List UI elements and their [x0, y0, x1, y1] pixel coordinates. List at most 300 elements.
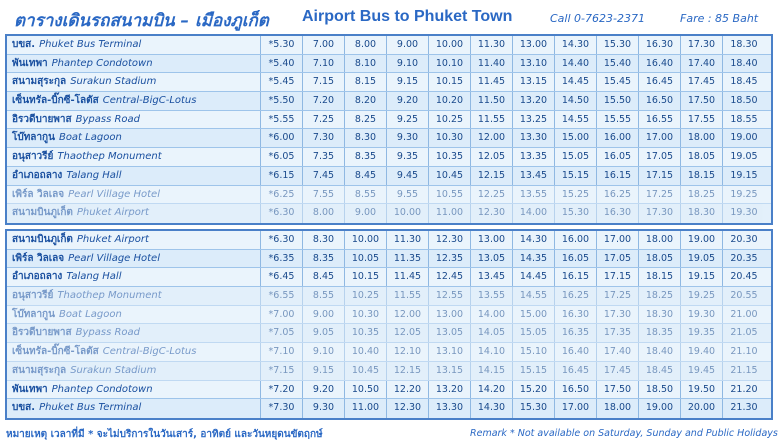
stop-name [7, 399, 261, 418]
departure-time: 10.30 [345, 306, 387, 324]
departure-time: 8.10 [345, 55, 387, 73]
departure-time: 11.55 [471, 111, 513, 129]
departure-time: 15.15 [513, 362, 555, 380]
stop-name-english: Pearl Village Hotel [68, 188, 160, 200]
stop-name [7, 381, 261, 399]
departure-time: 21.20 [730, 383, 758, 395]
table-row [7, 268, 771, 287]
departure-time: 10.35 [429, 148, 471, 166]
departure-time: 10.10 [429, 55, 471, 73]
departure-time: 8.30 [345, 129, 387, 147]
stop-name-thai: อิรวดีบายพาส [12, 327, 72, 339]
departure-time: 16.40 [639, 55, 681, 73]
table-row [7, 92, 771, 111]
departure-time: 9.20 [387, 92, 429, 110]
departure-time: 13.55 [471, 287, 513, 305]
departure-time: 8.00 [345, 36, 387, 54]
departure-time: 17.45 [597, 362, 639, 380]
stop-name-english: Phuket Airport [76, 234, 149, 245]
stop-name-thai: เพิร์ล วิลเลจ [12, 188, 65, 200]
stop-name [7, 250, 261, 268]
departure-time: 14.55 [513, 287, 555, 305]
stop-name-english: Boat Lagoon [58, 308, 122, 320]
departure-time: 20.35 [730, 252, 758, 264]
departure-time: 18.00 [681, 129, 723, 147]
departure-time: 10.00 [429, 36, 471, 54]
departure-time: 21.10 [730, 346, 758, 358]
departure-time: 16.30 [639, 36, 681, 54]
departure-time: 12.05 [387, 324, 429, 342]
departure-time: 12.05 [471, 148, 513, 166]
departure-time: *6.00 [261, 129, 303, 147]
departure-time: 7.45 [303, 167, 345, 185]
departure-time: 7.55 [303, 186, 345, 204]
stop-name [7, 167, 261, 185]
departure-time: 16.05 [597, 148, 639, 166]
stop-name-english: Bypass Road [75, 113, 141, 125]
departure-time: 13.10 [429, 343, 471, 361]
departure-time: 13.30 [513, 129, 555, 147]
departure-time: 9.30 [303, 399, 345, 418]
departure-time: *7.15 [261, 362, 303, 380]
departure-time: 15.20 [513, 381, 555, 399]
departure-time: 10.45 [345, 362, 387, 380]
stop-name-thai: อนุสาวรีย์ [12, 151, 54, 163]
departure-time: 8.55 [345, 186, 387, 204]
departure-time: 20.30 [730, 234, 758, 245]
departure-time: *6.25 [261, 186, 303, 204]
departure-time: 8.55 [303, 287, 345, 305]
stop-name-thai: สนามบินภูเก็ต [12, 234, 73, 245]
departure-time: *6.15 [261, 167, 303, 185]
departure-time: 7.30 [303, 129, 345, 147]
departure-time: 17.50 [681, 92, 723, 110]
departure-time: 11.45 [387, 268, 429, 286]
departure-time: 9.35 [387, 148, 429, 166]
departure-time: 17.30 [597, 306, 639, 324]
departure-time: 16.30 [555, 306, 597, 324]
table-row [7, 55, 771, 74]
departure-time: 19.30 [681, 306, 723, 324]
departure-time: 15.05 [513, 324, 555, 342]
departure-time: 10.40 [345, 343, 387, 361]
departure-time: 11.30 [387, 231, 429, 249]
stop-name-english: Talang Hall [66, 271, 122, 283]
stop-name [7, 186, 261, 204]
departure-time: 18.35 [639, 324, 681, 342]
departure-time: 18.05 [681, 148, 723, 166]
departure-time: 16.50 [639, 92, 681, 110]
stop-name [7, 362, 261, 380]
departure-time: 17.25 [597, 287, 639, 305]
departure-time: 19.30 [730, 207, 758, 219]
stop-name-thai: เซ็นทรัล-บิ๊กซี-โลตัส [12, 95, 99, 107]
departure-time: 11.00 [429, 204, 471, 223]
departure-time: 19.50 [681, 381, 723, 399]
departure-time: 19.00 [639, 399, 681, 418]
departure-time: 16.45 [639, 73, 681, 91]
departure-time: 10.30 [429, 129, 471, 147]
departure-time: 15.30 [597, 36, 639, 54]
departure-time: 9.30 [387, 129, 429, 147]
departure-time: 15.45 [597, 73, 639, 91]
departure-time: 16.25 [597, 186, 639, 204]
table-row [7, 343, 771, 362]
stop-name-english: Surakun Stadium [70, 364, 157, 376]
departure-time: 7.25 [303, 111, 345, 129]
departure-time: 10.15 [345, 268, 387, 286]
departure-time: 16.05 [555, 250, 597, 268]
departure-time: 13.25 [513, 111, 555, 129]
departure-time: 12.00 [387, 306, 429, 324]
departure-time: 9.05 [303, 324, 345, 342]
departure-time: 14.50 [555, 92, 597, 110]
remark-thai: หมายเหตุ เวลาที่มี * จะไม่บริการในวันเสาร์, อาทิตย์ และวันหยุดนขัตฤกษ์ [6, 429, 323, 440]
departure-time: 14.20 [471, 381, 513, 399]
departure-time: 18.15 [681, 167, 723, 185]
departure-time: 9.55 [387, 186, 429, 204]
departure-time: 14.00 [513, 204, 555, 223]
departure-time: 8.25 [345, 111, 387, 129]
departure-time: 13.20 [429, 381, 471, 399]
departure-time: *6.30 [261, 204, 303, 223]
schedule-to-town [5, 229, 773, 420]
departure-time: 13.00 [429, 306, 471, 324]
departure-time: *6.45 [261, 268, 303, 286]
departure-time: 18.40 [639, 343, 681, 361]
stop-name [7, 55, 261, 73]
departure-time: 12.30 [429, 231, 471, 249]
departure-time: 9.20 [303, 381, 345, 399]
stop-name-english: Boat Lagoon [58, 132, 122, 144]
table-row [7, 111, 771, 130]
departure-time: 13.00 [513, 36, 555, 54]
stop-name [7, 204, 261, 223]
table-row [7, 129, 771, 148]
departure-time: 18.00 [597, 399, 639, 418]
departure-time: 19.05 [730, 151, 758, 163]
departure-time: 13.35 [513, 148, 555, 166]
stop-name-thai: อิรวดีบายพาส [12, 113, 72, 125]
departure-time: 12.55 [429, 287, 471, 305]
departure-time: *5.55 [261, 111, 303, 129]
departure-time: 16.00 [597, 129, 639, 147]
departure-time: *5.30 [261, 36, 303, 54]
departure-time: 14.30 [513, 231, 555, 249]
stop-name-thai: อำเภอถลาง [12, 271, 63, 283]
departure-time: 16.15 [555, 268, 597, 286]
stop-name [7, 231, 261, 249]
table-row [7, 73, 771, 92]
stop-name-english: Phantep Condotown [51, 57, 153, 69]
stop-name [7, 268, 261, 286]
departure-time: 11.30 [471, 36, 513, 54]
departure-time: 10.50 [345, 381, 387, 399]
departure-time: 18.25 [639, 287, 681, 305]
departure-time: 9.00 [387, 36, 429, 54]
departure-time: 9.15 [303, 362, 345, 380]
stop-name-english: Phuket Bus Terminal [39, 39, 142, 50]
departure-time: 17.25 [639, 186, 681, 204]
stop-name-english: Pearl Village Hotel [68, 252, 160, 264]
departure-time: 10.35 [345, 324, 387, 342]
departure-time: 15.30 [555, 204, 597, 223]
stop-name-english: Central-BigC-Lotus [102, 95, 197, 107]
departure-time: *5.45 [261, 73, 303, 91]
stop-name-english: Surakun Stadium [70, 76, 157, 88]
departure-time: 15.50 [597, 92, 639, 110]
departure-time: 14.45 [513, 268, 555, 286]
departure-time: 8.45 [303, 268, 345, 286]
departure-time: 8.35 [303, 250, 345, 268]
departure-time: 17.15 [597, 268, 639, 286]
departure-time: *7.05 [261, 324, 303, 342]
departure-time: 16.50 [555, 381, 597, 399]
departure-time: 18.05 [639, 250, 681, 268]
departure-time: 13.55 [513, 186, 555, 204]
departure-time: 16.40 [555, 343, 597, 361]
departure-time: 11.55 [387, 287, 429, 305]
departure-time: 17.05 [639, 148, 681, 166]
stop-name-english: Phuket Airport [76, 207, 149, 219]
departure-time: 18.55 [730, 113, 758, 125]
title-english: Airport Bus to Phuket Town [302, 8, 513, 25]
departure-time: 9.15 [387, 73, 429, 91]
departure-time: 13.05 [471, 250, 513, 268]
departure-time: 9.25 [387, 111, 429, 129]
departure-time: 12.15 [471, 167, 513, 185]
departure-time: 10.20 [429, 92, 471, 110]
stop-name-thai: บขส. [12, 39, 36, 50]
stop-name-thai: สนามสุระกุล [12, 364, 67, 376]
departure-time: *6.30 [261, 231, 303, 249]
departure-time: 20.55 [730, 290, 758, 302]
departure-time: 15.25 [555, 186, 597, 204]
departure-time: 19.05 [681, 250, 723, 268]
departure-time: 9.10 [303, 343, 345, 361]
departure-time: 16.35 [555, 324, 597, 342]
departure-time: 16.55 [639, 111, 681, 129]
departure-time: 17.00 [639, 129, 681, 147]
departure-time: 12.25 [471, 186, 513, 204]
departure-time: 17.40 [681, 55, 723, 73]
table-row [7, 399, 771, 418]
departure-time: 8.20 [345, 92, 387, 110]
departure-time: 13.20 [513, 92, 555, 110]
stop-name-english: Phantep Condotown [51, 383, 153, 395]
departure-time: 18.50 [730, 95, 758, 107]
departure-time: 17.00 [597, 231, 639, 249]
stop-name-english: Bypass Road [75, 327, 141, 339]
departure-time: *7.00 [261, 306, 303, 324]
departure-time: 7.35 [303, 148, 345, 166]
departure-time: 18.15 [639, 268, 681, 286]
departure-time: 8.15 [345, 73, 387, 91]
departure-time: 17.55 [681, 111, 723, 129]
departure-time: 14.10 [471, 343, 513, 361]
stop-name-thai: สนามสุระกุล [12, 76, 67, 88]
departure-time: 15.10 [513, 343, 555, 361]
departure-time: 19.15 [681, 268, 723, 286]
departure-time: 18.00 [639, 231, 681, 249]
table-row [7, 287, 771, 306]
departure-time: 11.35 [387, 250, 429, 268]
stop-name-thai: อนุสาวรีย์ [12, 290, 54, 302]
departure-time: *6.35 [261, 250, 303, 268]
table-row [7, 148, 771, 167]
stop-name-thai: บขส. [12, 402, 36, 414]
stop-name-english: Talang Hall [66, 169, 122, 181]
stop-name-english: Thaothep Monument [57, 290, 162, 302]
departure-time: 14.15 [471, 362, 513, 380]
departure-time: 10.15 [429, 73, 471, 91]
departure-time: *7.10 [261, 343, 303, 361]
departure-time: 19.00 [681, 231, 723, 249]
departure-time: 13.30 [429, 399, 471, 418]
departure-time: 12.30 [471, 204, 513, 223]
departure-time: 18.40 [730, 57, 758, 69]
stop-name-thai: พันเทพา [12, 383, 48, 395]
departure-time: 14.30 [471, 399, 513, 418]
header [0, 0, 778, 34]
table-row [7, 36, 771, 55]
table-row [7, 167, 771, 186]
departure-time: 14.35 [513, 250, 555, 268]
departure-time: 20.00 [681, 399, 723, 418]
departure-time: 15.55 [597, 111, 639, 129]
departure-time: 10.55 [429, 186, 471, 204]
departure-time: 8.30 [303, 231, 345, 249]
departure-time: 19.40 [681, 343, 723, 361]
departure-time: 9.10 [387, 55, 429, 73]
departure-time: 14.30 [555, 36, 597, 54]
departure-time: *5.40 [261, 55, 303, 73]
departure-time: 12.45 [429, 268, 471, 286]
departure-time: 14.05 [471, 324, 513, 342]
departure-time: *7.20 [261, 381, 303, 399]
departure-time: 16.45 [555, 362, 597, 380]
title-thai: ตารางเดินรถสนามบิน – เมืองภูเก็ต [14, 11, 269, 31]
departure-time: 16.00 [555, 231, 597, 249]
departure-time: 19.25 [730, 188, 758, 200]
departure-time: 18.30 [681, 204, 723, 223]
departure-time: 17.15 [639, 167, 681, 185]
departure-time: 19.00 [730, 132, 758, 144]
schedule-to-airport [5, 34, 773, 225]
table-row [7, 324, 771, 343]
departure-time: 17.50 [597, 381, 639, 399]
stop-name [7, 148, 261, 166]
departure-time: 7.20 [303, 92, 345, 110]
departure-time: 13.45 [471, 268, 513, 286]
departure-time: 13.00 [471, 231, 513, 249]
departure-time: 7.10 [303, 55, 345, 73]
departure-time: 21.15 [730, 364, 758, 376]
departure-time: 11.50 [471, 92, 513, 110]
departure-time: 18.45 [639, 362, 681, 380]
stop-name-thai: อำเภอถลาง [12, 169, 63, 181]
departure-time: 12.10 [387, 343, 429, 361]
departure-time: 17.35 [597, 324, 639, 342]
departure-time: 13.10 [513, 55, 555, 73]
departure-time: 21.05 [730, 327, 758, 339]
departure-time: 15.00 [513, 306, 555, 324]
departure-time: 17.00 [555, 399, 597, 418]
table-row [7, 231, 771, 250]
departure-time: 9.45 [387, 167, 429, 185]
stop-name [7, 306, 261, 324]
stop-name [7, 111, 261, 129]
stop-name-thai: พันเทพา [12, 57, 48, 69]
departure-time: 11.40 [471, 55, 513, 73]
stop-name-thai: โบ๊ทลากูน [12, 308, 55, 320]
departure-time: 10.25 [345, 287, 387, 305]
departure-time: 10.00 [387, 204, 429, 223]
departure-time: 17.05 [597, 250, 639, 268]
departure-time: 15.15 [555, 167, 597, 185]
stop-name-english: Phuket Bus Terminal [39, 402, 142, 414]
departure-time: 21.00 [730, 308, 758, 320]
stop-name-thai: เพิร์ล วิลเลจ [12, 252, 65, 264]
remark-english: Remark * Not available on Saturday, Sunday and Public Holidays [470, 428, 778, 439]
stop-name-thai: เซ็นทรัล-บิ๊กซี-โลตัส [12, 346, 99, 358]
departure-time: 19.25 [681, 287, 723, 305]
departure-time: 17.30 [681, 36, 723, 54]
departure-time: 18.25 [681, 186, 723, 204]
departure-time: 10.25 [429, 111, 471, 129]
table-row [7, 381, 771, 400]
departure-time: 10.45 [429, 167, 471, 185]
departure-time: 18.30 [639, 306, 681, 324]
footer [0, 424, 778, 445]
stop-name [7, 324, 261, 342]
departure-time: 15.00 [555, 129, 597, 147]
stop-name-english: Central-BigC-Lotus [102, 346, 197, 358]
stop-name [7, 92, 261, 110]
departure-time: 13.15 [429, 362, 471, 380]
stop-name [7, 343, 261, 361]
stop-name-thai: สนามบินภูเก็ต [12, 207, 73, 219]
departure-time: 7.15 [303, 73, 345, 91]
departure-time: 13.15 [513, 73, 555, 91]
stop-name [7, 73, 261, 91]
departure-time: 14.45 [555, 73, 597, 91]
departure-time: *7.30 [261, 399, 303, 418]
departure-time: 9.00 [303, 306, 345, 324]
table-row [7, 362, 771, 381]
departure-time: 11.00 [345, 399, 387, 418]
departure-time: 11.45 [471, 73, 513, 91]
departure-time: 16.30 [597, 204, 639, 223]
fare: Fare : 85 Baht [680, 12, 759, 25]
departure-time: 10.05 [345, 250, 387, 268]
departure-time: 7.00 [303, 36, 345, 54]
departure-time: 17.30 [639, 204, 681, 223]
departure-time: 20.45 [730, 271, 758, 283]
departure-time: 14.40 [555, 55, 597, 73]
departure-time: 19.35 [681, 324, 723, 342]
departure-time: 18.45 [730, 76, 758, 88]
departure-time: 18.50 [639, 381, 681, 399]
departure-time: 12.20 [387, 381, 429, 399]
departure-time: 10.00 [345, 231, 387, 249]
departure-time: 12.15 [387, 362, 429, 380]
departure-time: 13.45 [513, 167, 555, 185]
stop-name [7, 36, 261, 54]
departure-time: 15.05 [555, 148, 597, 166]
departure-time: 15.40 [597, 55, 639, 73]
table-row [7, 186, 771, 205]
